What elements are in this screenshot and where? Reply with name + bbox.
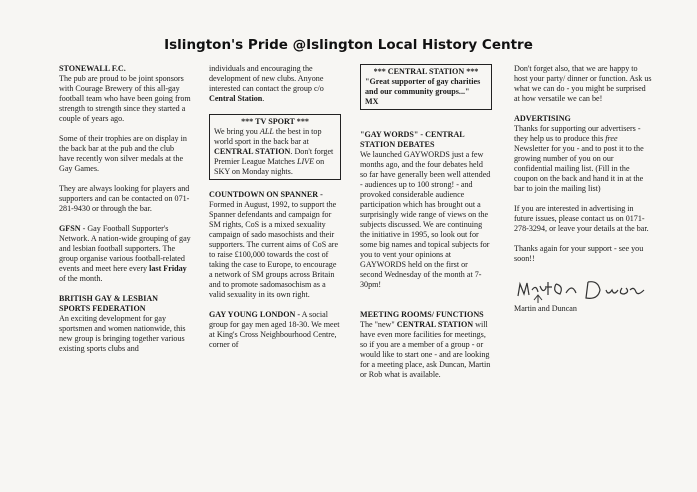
advertising-text-a: Thanks for supporting our advertisers - they help us to produce this [514, 124, 641, 143]
column-2 [209, 64, 341, 360]
spanner-section [209, 190, 341, 300]
bglsf-text: An exciting development for gay sportsmen and women nationwide, this new group is bringing together various existing sports clubs and [59, 314, 186, 353]
central-station-box-title: *** CENTRAL STATION *** [373, 67, 479, 76]
tv-sport-live: LIVE [296, 157, 315, 166]
signoff-names: Martin and Duncan [514, 304, 577, 313]
gfsn-heading: GFSN [59, 224, 81, 233]
stonewall-text-2: Some of their trophies are on display in the back bar at the pub and the club have recently won silver medals at the Gay Games. [59, 134, 187, 173]
meeting-rooms-heading: MEETING ROOMS/ FUNCTIONS [360, 310, 484, 319]
bglsf-continued [209, 64, 341, 104]
meeting-rooms-section [360, 310, 492, 380]
tv-sport-text-a: We bring you [214, 127, 260, 136]
bglsf-cont-venue: Central Station [209, 94, 263, 103]
bglsf-cont-text: individuals and encouraging the development of new clubs. Anyone interested can contact the group c/o [209, 64, 324, 93]
tv-sport-venue: CENTRAL STATION [214, 147, 291, 156]
stonewall-section [59, 64, 191, 124]
tv-sport-all: ALL [259, 127, 274, 136]
tv-sport-text-c: . Don't forget Premier League Matches [214, 147, 334, 166]
central-station-quote-signature: MX [365, 97, 379, 106]
advertising-section [514, 114, 652, 194]
gfsn-tail: of the month. [59, 274, 103, 283]
tv-sport-text-d: on SKY on Monday nights. [214, 157, 325, 176]
bglsf-cont-end: . [262, 94, 265, 103]
column-4 [514, 64, 652, 324]
tv-sport-text-b: the best in top world sport in the back bar at [214, 127, 322, 146]
gyl-heading: GAY YOUNG LONDON - [209, 310, 301, 319]
column-1 [59, 64, 191, 364]
gyl-section [209, 310, 341, 350]
gaywords-heading: "GAY WORDS" - CENTRAL STATION DEBATES [360, 130, 465, 149]
spanner-text: Formed in August, 1992, to support the Spanner defendants and campaign for SM rights, CoS is a mixed sexuality campaign of sado masochists and their supporters. The current aims of CoS are to raise £100,000 towards the cost of taking the case to Europe, to encourage a network of SM groups across Britain and to promote sadomasochism as a valid sexuality in its own right. [209, 200, 339, 299]
handwritten-signature [514, 274, 652, 304]
spanner-heading: COUNTDOWN ON SPANNER - [209, 190, 323, 199]
advertising-free: free [605, 134, 618, 143]
gfsn-section [59, 224, 191, 284]
bglsf-section [59, 294, 191, 354]
gfsn-text: - Gay Football Supporter's Network. A nation-wide grouping of gay and lesbian football supporters. The group organise various football-related events and meet here every [59, 224, 191, 273]
tv-sport-box [209, 114, 341, 180]
stonewall-text-3: They are always looking for players and supporters and can be contacted on 071-281-9430 or through the bar. [59, 184, 190, 213]
thanks-text: Thanks again for your support - see you soon!! [514, 244, 644, 263]
stonewall-text-1: The pub are proud to be joint sponsors with Courage Brewery of this all-gay football team who have been going from strength to strength since they started a couple of years ago. [59, 74, 191, 123]
stonewall-heading: STONEWALL F.C. [59, 64, 126, 73]
advertising-heading: ADVERTISING [514, 114, 571, 123]
party-text: Don't forget also, that we are happy to host your party/ dinner or function. Ask us what we can do - you might be surprised at how versatile we can be! [514, 64, 652, 103]
advertising-text-b: Newsletter for you - and to post it to the growing number of you on our confidential mailing list. (Fill in the coupon on the back and hand it in at the bar to join the mailing list) [514, 144, 644, 193]
page-title: Islington's Pride @Islington Local History Centre [164, 37, 533, 53]
gfsn-day: last Friday [149, 264, 187, 273]
gaywords-text: We launched GAYWORDS just a few months ago, and the four debates held so far have generally been well attended - audiences up to 100 strong! - and provoked considerable audience participation which has brought out a surprisingly wide range of views on the subjects discussed. We are continuing the initiative in 1995, so look out for some big names and topical subjects for you to vent your opinions at GAYWORDS held on the first or second Wednesday of the month at 7-30pm! [360, 150, 491, 289]
meeting-rooms-text-b: will have even more facilities for meetings, so if you are a member of a group - or would like to start one - and are looking for a meeting place, ask Duncan, Martin or Rob what is available. [360, 320, 491, 379]
bglsf-heading: BRITISH GAY & LESBIAN SPORTS FEDERATION [59, 294, 159, 313]
meeting-rooms-text-a: The "new" [360, 320, 397, 329]
meeting-rooms-venue: CENTRAL STATION [396, 320, 474, 329]
gaywords-section [360, 130, 492, 290]
column-3 [360, 64, 492, 390]
central-station-quote: "Great supporter of gay charities and our community groups..." [365, 77, 481, 96]
central-station-box [360, 64, 492, 110]
gyl-text: A social group for gay men aged 18-30. We meet at King's Cross Neighbourhood Centre, corner of [209, 310, 340, 349]
signature-scribble [514, 274, 654, 304]
tv-sport-title: *** TV SPORT *** [241, 117, 309, 126]
advertising-contact: If you are interested in advertising in future issues, please contact us on 0171-278-3294, or leave your details at the bar. [514, 204, 649, 233]
